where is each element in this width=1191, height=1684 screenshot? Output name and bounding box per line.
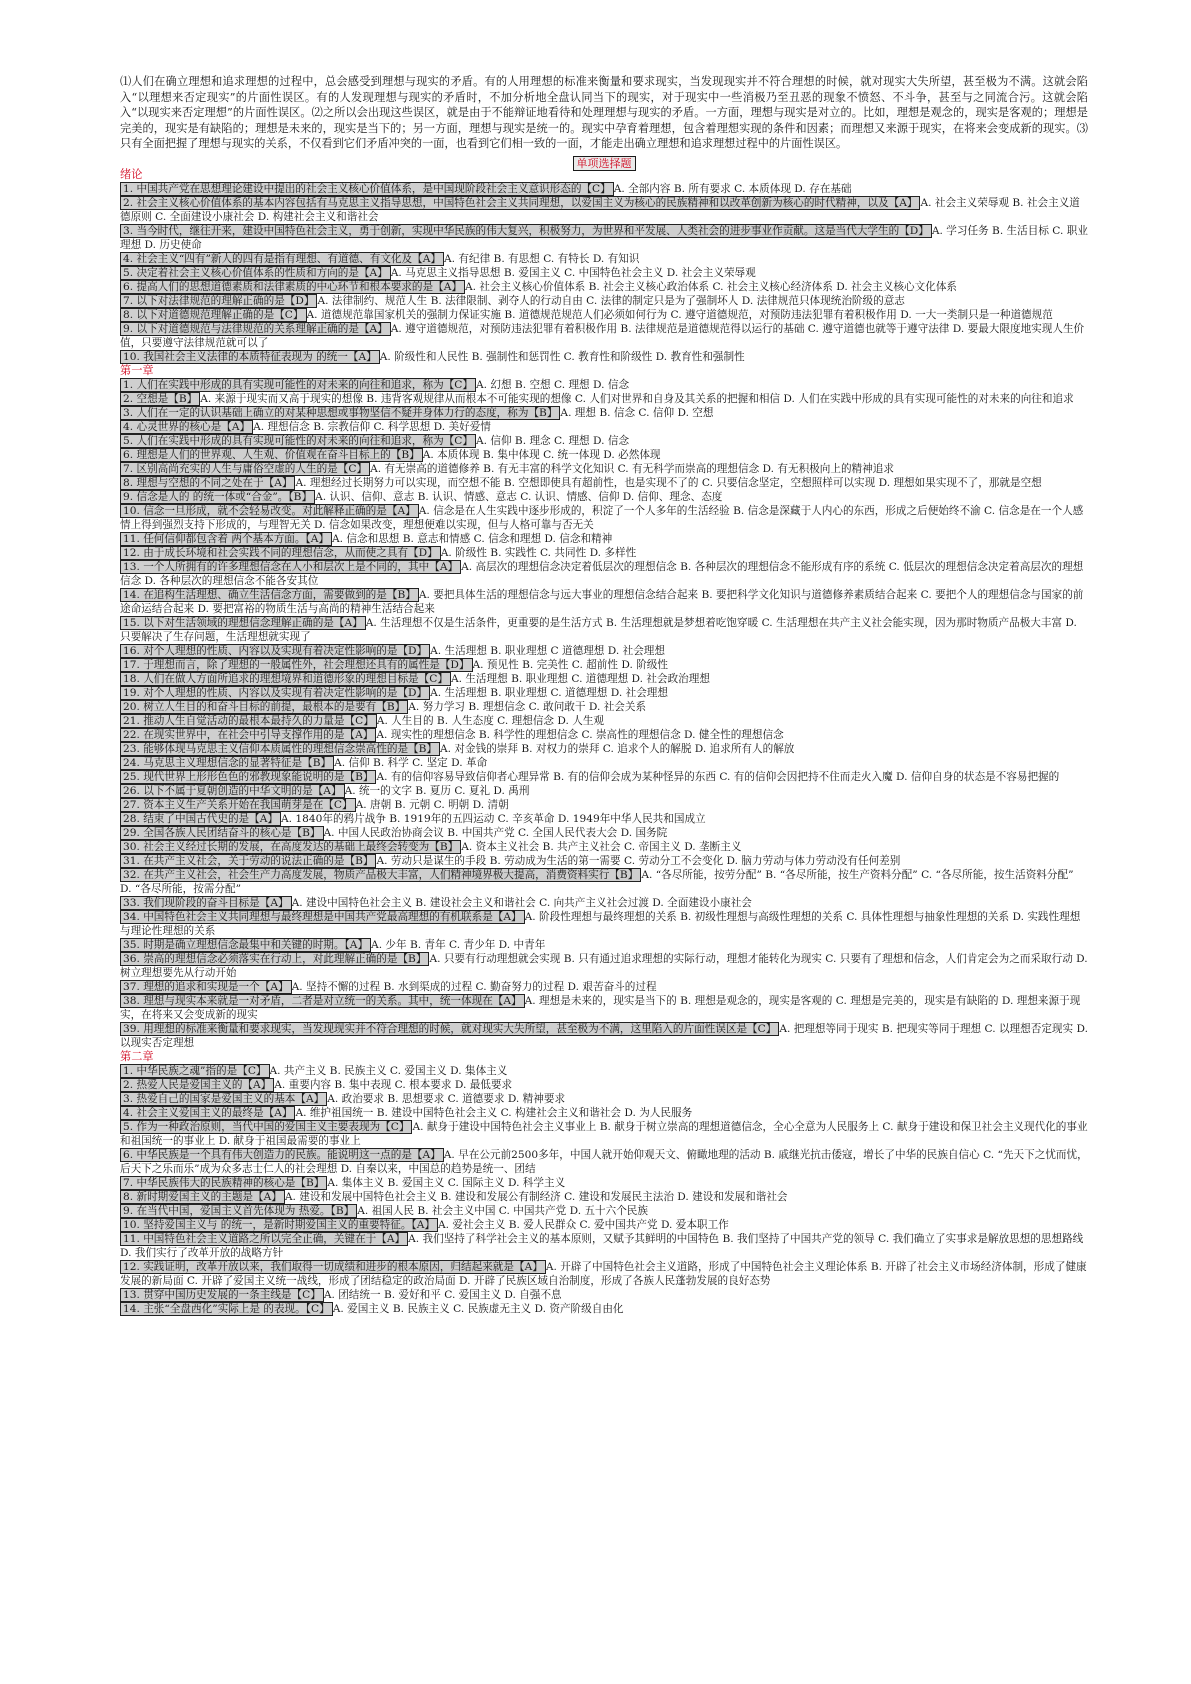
question-item xyxy=(120,994,1088,1022)
answer-options: A. 本质体现 B. 集中体现 C. 统一体现 D. 必然体现 xyxy=(422,448,661,461)
question-stem: 2. 空想是【B】 xyxy=(120,392,200,406)
answer-options: A. 人生目的 B. 人生态度 C. 理想信念 D. 人生观 xyxy=(376,714,605,727)
question-item xyxy=(120,308,1088,322)
question-item xyxy=(120,1204,1088,1218)
document-page xyxy=(120,74,1088,1316)
answer-options: A. 马克思主义指导思想 B. 爱国主义 C. 中国特色社会主义 D. 社会主义荣辱观 xyxy=(390,266,756,279)
question-stem: 10. 信念一旦形成，就不会轻易改变。对此解释正确的是【A】 xyxy=(120,504,419,518)
answer-options: A. 信念是在人生实践中逐步形成的，积淀了一个人多年的生活经验 B. 信念是深藏于人内心的东西，形成之后便始终不渝 C. 信念是在一个人感情上得到强烈支持下形成的，与理智无关 D. 信念如果改变，理想便难以实现，但与人格可靠与否无关 xyxy=(120,504,1084,531)
answer-options: A. 生活理想 B. 职业理想 C. 道德理想 D. 社会理想 xyxy=(430,686,668,699)
question-stem: 8. 新时期爱国主义的主题是【A】 xyxy=(120,1190,285,1204)
answer-options: A. 坚持不懈的过程 B. 水到渠成的过程 C. 勤奋努力的过程 D. 艰苦奋斗的过程 xyxy=(291,980,657,993)
question-item xyxy=(120,770,1088,784)
question-item xyxy=(120,476,1088,490)
question-item xyxy=(120,252,1088,266)
question-item xyxy=(120,196,1088,224)
question-stem: 23. 能够体现马克思主义信仰本质属性的理想信念崇高性的是【B】 xyxy=(120,742,440,756)
single-choice-title: 单项选择题 xyxy=(573,156,636,171)
question-stem: 22. 在现实世界中，在社会中引导支撑作用的是【A】 xyxy=(120,728,376,742)
question-item xyxy=(120,588,1088,616)
answer-options: A. 集体主义 B. 爱国主义 C. 国际主义 D. 科学主义 xyxy=(327,1176,566,1189)
answer-options: A. 把理想等同于现实 B. 把现实等同于理想 C. 以理想否定现实 D. 以现实否定理想 xyxy=(120,1022,1088,1049)
answer-options: A. 建设中国特色社会主义 B. 建设社会主义和谐社会 C. 向共产主义社会过渡 D. 全面建设小康社会 xyxy=(291,896,752,909)
question-stem: 1. 中国共产党在思想理论建设中提出的社会主义核心价值体系，是中国现阶段社会主义意识形态的【C】 xyxy=(120,182,614,196)
answer-options: A. 爱社会主义 B. 爱人民群众 C. 爱中国共产党 D. 爱本职工作 xyxy=(437,1218,729,1231)
question-item xyxy=(120,1260,1088,1288)
question-item xyxy=(120,896,1088,910)
answer-options: A. 信仰 B. 科学 C. 坚定 D. 革命 xyxy=(334,756,488,769)
question-item xyxy=(120,1190,1088,1204)
question-stem: 12. 实践证明，改革开放以来，我们取得一切成绩和进步的根本原因，归结起来就是【A】 xyxy=(120,1260,546,1274)
question-stem: 9. 在当代中国，爱国主义首先体现为 热爱。【B】 xyxy=(120,1204,357,1218)
answer-options: A. 道德规范靠国家机关的强制力保证实施 B. 道德规范规范人们必须如何行为 C. 遵守道德规范，对预防违法犯罪有着积极作用 D. 一大一类制只是一种道德规范 xyxy=(306,308,1053,321)
answer-options: A. 维护祖国统一 B. 建设中国特色社会主义 C. 构建社会主义和谐社会 D. 为人民服务 xyxy=(295,1106,693,1119)
question-item xyxy=(120,1302,1088,1316)
question-stem: 6. 理想是人们的世界观、人生观、价值观在奋斗目标上的【B】 xyxy=(120,448,423,462)
question-stem: 1. 中华民族之魂”指的是【C】 xyxy=(120,1064,270,1078)
answer-options: A. 唐朝 B. 元朝 C. 明朝 D. 清朝 xyxy=(355,798,509,811)
question-item xyxy=(120,714,1088,728)
question-item xyxy=(120,182,1088,196)
question-item xyxy=(120,1120,1088,1148)
answer-options: A. 社会主义荣辱观 B. 社会主义道德原则 C. 全面建设小康社会 D. 构建社会主义和谐社会 xyxy=(120,196,1080,223)
question-stem: 34. 中国特色社会主义共同理想与最终理想是中国共产党最高理想的有机联系是【A】 xyxy=(120,910,525,924)
question-item xyxy=(120,294,1088,308)
answer-options: A. 理想 B. 信念 C. 信仰 D. 空想 xyxy=(560,406,714,419)
answer-options: A. 只要有行动理想就会实现 B. 只有通过追求理想的实际行动，理想才能转化为现实 C. 只要有了理想和信念，人们肯定会为之而采取行动 D. 树立理想要先从行动开始 xyxy=(120,952,1088,979)
question-stem: 7. 中华民族伟大的民族精神的核心是【B】 xyxy=(120,1176,327,1190)
answer-options: A. 共产主义 B. 民族主义 C. 爱国主义 D. 集体主义 xyxy=(269,1064,508,1077)
answer-options: A. 现实性的理想信念 B. 科学性的理想信念 C. 崇高性的理想信念 D. 健全性的理想信念 xyxy=(376,728,784,741)
question-stem: 39. 用理想的标准来衡量和要求现实，当发现现实并不符合理想的时候，就对现实大失所望，甚至极为不满，这里陷入的片面性误区是【C】 xyxy=(120,1022,779,1036)
question-item xyxy=(120,812,1088,826)
question-item xyxy=(120,854,1088,868)
question-item xyxy=(120,1176,1088,1190)
answer-options: A. 少年 B. 青年 C. 青少年 D. 中青年 xyxy=(371,938,546,951)
question-stem: 2. 社会主义核心价值体系的基本内容包括有马克思主义指导思想，中国特色社会主义共同理想，以爱国主义为核心的民族精神和以改革创新为核心的时代精神，以及【A】 xyxy=(120,196,920,210)
answer-options: A. 有的信仰容易导致信仰者心理异常 B. 有的信仰会成为某种怪异的东西 C. 有的信仰会因把持不住而走火入魔 D. 信仰自身的状态是不容易把握的 xyxy=(376,770,1060,783)
question-item xyxy=(120,658,1088,672)
question-stem: 20. 树立人生目的和奋斗目标的前提，最根本的是要有【B】 xyxy=(120,700,408,714)
question-item xyxy=(120,490,1088,504)
question-item xyxy=(120,322,1088,350)
question-item xyxy=(120,910,1088,938)
question-item xyxy=(120,826,1088,840)
answer-options: A. 理想是未来的，现实是当下的 B. 理想是观念的，现实是客观的 C. 理想是完美的，现实是有缺陷的 D. 理想来源于现实，在将来又会变成新的现实 xyxy=(120,994,1081,1021)
answer-options: A. 阶级性和人民性 B. 强制性和惩罚性 C. 教育性和阶级性 D. 教育性和强制性 xyxy=(379,350,745,363)
answer-options: A. 认识、信仰、意志 B. 认识、情感、意志 C. 认识、情感、信仰 D. 信仰、理念、态度 xyxy=(315,490,723,503)
question-stem: 31. 在共产主义社会，关于劳动的说法正确的是【B】 xyxy=(120,854,376,868)
question-stem: 4. 社会主义爱国主义的最终是【A】 xyxy=(120,1106,295,1120)
answer-options: A. 早在公元前2500多年，中国人就开始仰观天文、俯瞰地理的活动 B. 戚继光抗击倭寇，增长了中华的民族自信心 C. “先天下之忧而忧，后天下之乐而乐”成为众多志士仁人的社会理想 D. 自秦以来，中国总的趋势是统一、团结 xyxy=(120,1148,1088,1175)
question-stem: 8. 以下对道德规范理解正确的是【C】 xyxy=(120,308,307,322)
section-heading-single-choice xyxy=(120,152,1088,168)
question-stem: 12. 由于成长环境和社会实践不同的理想信念，从而使之具有【D】 xyxy=(120,546,441,560)
question-stem: 5. 作为一种政治原则，当代中国的爱国主义主要表现为【C】 xyxy=(120,1120,412,1134)
question-item xyxy=(120,420,1088,434)
answer-options: A. 生活理想 B. 职业理想 C. 道德理想 D. 社会政治理想 xyxy=(450,672,710,685)
question-stem: 9. 信念是人的 的统一体或“合金”。【B】 xyxy=(120,490,315,504)
question-item xyxy=(120,1288,1088,1302)
question-item xyxy=(120,1078,1088,1092)
answer-options: A. 理想信念 B. 宗教信仰 C. 科学思想 D. 美好爱情 xyxy=(253,420,491,433)
question-stem: 37. 理想的追求和实现是一个【A】 xyxy=(120,980,292,994)
question-stem: 13. 一个人所拥有的许多理想信念在人小和层次上是不同的，其中【A】 xyxy=(120,560,461,574)
question-item xyxy=(120,546,1088,560)
answer-options: A. 努力学习 B. 理想信念 C. 敢问敢干 D. 社会关系 xyxy=(408,700,647,713)
answer-options: A. 遵守道德规范，对预防违法犯罪有着积极作用 B. 法律规范是道德规范得以运行的基础 C. 遵守道德也就等于遵守法律 D. 要最大限度地实现人生价值，只要遵守法律规范就可以了 xyxy=(120,322,1085,349)
answer-options: A. 全部内容 B. 所有要求 C. 本质体现 D. 存在基础 xyxy=(613,182,852,195)
question-item xyxy=(120,756,1088,770)
question-stem: 11. 中国特色社会主义道路之所以完全正确，关键在于【A】 xyxy=(120,1232,408,1246)
answer-options: A. 爱国主义 B. 民族主义 C. 民族虚无主义 D. 资产阶级自由化 xyxy=(332,1302,624,1315)
question-stem: 5. 人们在实践中形成的具有实现可能性的对未来的向往和追求，称为【C】 xyxy=(120,434,476,448)
answer-options: A. 对金钱的崇拜 B. 对权力的崇拜 C. 追求个人的解脱 D. 追求所有人的解放 xyxy=(440,742,795,755)
answer-options: A. 幻想 B. 空想 C. 理想 D. 信念 xyxy=(475,378,630,391)
question-stem: 33. 我们现阶段的奋斗目标是【A】 xyxy=(120,896,292,910)
answer-options: A. 来源于现实而又高于现实的想像 B. 违背客观规律从而根本不可能实现的想像 C. 人们对世界和自身及其关系的把握和相信 D. 人们在实践中形成的具有实现可能性的对未来的向往和追求 xyxy=(200,392,1074,405)
question-item xyxy=(120,728,1088,742)
question-stem: 7. 以下对法律规范的理解正确的是【D】 xyxy=(120,294,317,308)
question-stem: 9. 以下对道德规范与法律规范的关系理解正确的是【A】 xyxy=(120,322,391,336)
question-stem: 30. 社会主义经过长期的发展，在高度发达的基础上最终会转变为【B】 xyxy=(120,840,461,854)
question-item xyxy=(120,952,1088,980)
question-item xyxy=(120,868,1088,896)
question-stem: 28. 结束了中国古代史的是【A】 xyxy=(120,812,281,826)
answer-options: A. 1840年的鸦片战争 B. 1919年的五四运动 C. 辛亥革命 D. 1949年中华人民共和国成立 xyxy=(281,812,706,825)
question-item xyxy=(120,560,1088,588)
answer-options: A. 资本主义社会 B. 共产主义社会 C. 帝国主义 D. 垄断主义 xyxy=(461,840,742,853)
question-item xyxy=(120,980,1088,994)
question-item xyxy=(120,532,1088,546)
question-item xyxy=(120,280,1088,294)
question-item xyxy=(120,378,1088,392)
question-item xyxy=(120,938,1088,952)
answer-options: A. 我们坚持了科学社会主义的基本原则，又赋予其鲜明的中国特色 B. 我们坚持了中国共产党的领导 C. 我们确立了实事求是解放思想的思想路线 D. 我们实行了改革开放的战略方针 xyxy=(120,1232,1084,1259)
answer-options: A. 祖国人民 B. 社会主义中国 C. 中国共产党 D. 五十六个民族 xyxy=(357,1204,648,1217)
question-stem: 8. 理想与空想的不同之处在于【A】 xyxy=(120,476,295,490)
question-item xyxy=(120,462,1088,476)
answer-options: A. 重要内容 B. 集中表现 C. 根本要求 D. 最低要求 xyxy=(274,1078,513,1091)
intro-paragraph: ⑴人们在确立理想和追求理想的过程中，总会感受到理想与现实的矛盾。有的人用理想的标准来衡量和要求现实，当发现现实并不符合理想的时候，就对现实大失所望，甚至极为不满。这就会陷入“以理想来否定现实”的片面性误区。有的人发现理想与现实的矛盾时，不加分析地全盘认同当下的现实，对于现实中一些消极乃至丑恶的现象不愤怒、不斗争，甚至与之同流合污。这就会陷入“以现实来否定理想”的片面性误区。⑵之所以会出现这些误区，就是由于不能辩证地看待和处理理想与现实的矛盾。一方面，理想与现实是对立的。比如，理想是观念的，现实是客观的；理想是完美的，现实是有缺陷的；理想是未来的，现实是当下的；另一方面，理想与现实是统一的。现实中孕育着理想，包含着理想实现的条件和因素；而理想又来源于现实，在将来会变成新的现实。⑶只有全面把握了理想与现实的关系，不仅看到它们矛盾冲突的一面，也看到它们相一致的一面，才能走出确立理想和追求理想过程中的片面性误区。 xyxy=(120,75,1088,150)
question-stem: 14. 主张“全盘西化”实际上是 的表现。【C】 xyxy=(120,1302,333,1316)
answer-options: A. 生活理想 B. 职业理想 C 道德理想 D. 社会理想 xyxy=(430,644,665,657)
question-item xyxy=(120,742,1088,756)
question-item xyxy=(120,644,1088,658)
question-item xyxy=(120,448,1088,462)
question-item xyxy=(120,1106,1088,1120)
answer-options: A. 中国人民政治协商会议 B. 中国共产党 C. 全国人民代表大会 D. 国务院 xyxy=(323,826,668,839)
question-stem: 27. 资本主义生产关系开始在我国萌芽是在【C】 xyxy=(120,798,356,812)
question-item xyxy=(120,1218,1088,1232)
question-stem: 7. 区别高尚充实的人生与庸俗空虚的人生的是【C】 xyxy=(120,462,370,476)
question-stem: 18. 人们在做人方面所追求的理想境界和道德形象的理想目标是【C】 xyxy=(120,672,451,686)
question-item xyxy=(120,1092,1088,1106)
answer-options: A. 开辟了中国特色社会主义道路，形成了中国特色社会主义理论体系 B. 开辟了社会主义市场经济体制，形成了健康发展的新局面 C. 开辟了爱国主义统一战线，形成了团结稳定的政治局面 D. 开辟了民族区域自治制度，形成了各族人民蓬勃发展的良好态势 xyxy=(120,1260,1087,1287)
chapter-heading: 绪论 xyxy=(120,167,143,181)
answer-options: A. 有无崇高的道德修养 B. 有无丰富的科学文化知识 C. 有无科学而崇高的理想信念 D. 有无积极向上的精神追求 xyxy=(370,462,894,475)
question-stem: 26. 以下不属于夏朝创造的中华文明的是【A】 xyxy=(120,784,345,798)
question-item xyxy=(120,840,1088,854)
question-stem: 5. 决定着社会主义核心价值体系的性质和方向的是【A】 xyxy=(120,266,391,280)
question-stem: 32. 在共产主义社会，社会生产力高度发展，物质产品极大丰富，人们精神境界极大提高，消费资料实行【B】 xyxy=(120,868,641,882)
question-stem: 13. 贯穿中国历史发展的一条主线是【C】 xyxy=(120,1288,324,1302)
chapter-heading: 第二章 xyxy=(120,1049,154,1063)
question-item xyxy=(120,686,1088,700)
question-item xyxy=(120,224,1088,252)
question-stem: 38. 理想与现实本来就是一对矛盾，二者是对立统一的关系。其中，统一体现在【A】 xyxy=(120,994,525,1008)
question-stem: 35. 时期是确立理想信念最集中和关键的时期。【A】 xyxy=(120,938,371,952)
question-stem: 6. 中华民族是一个具有伟大创造力的民族。能说明这一点的是【A】 xyxy=(120,1148,444,1162)
question-item xyxy=(120,392,1088,406)
answer-options: A. 生活理想不仅是生活条件，更重要的是生活方式 B. 生活理想就是梦想着吃饱穿暖 C. 生活理想在共产主义社会能实现，因为那时物质产品极大丰富 D. 只要解决了生存问题，生活理想就实现了 xyxy=(120,616,1077,643)
chapter-heading: 第一章 xyxy=(120,363,154,377)
question-stem: 3. 当今时代，继往开来，建设中国特色社会主义，勇于创新，实现中华民族的伟大复兴，积极努力，为世界和平发展、人类社会的进步事业作贡献。这是当代大学生的【D】 xyxy=(120,224,932,238)
answer-options: A. 高层次的理想信念决定着低层次的理想信念 B. 各种层次的理想信念不能形成有序的系统 C. 低层次的理想信念决定着高层次的理想信念 D. 各种层次的理想信念不能各安其位 xyxy=(120,560,1084,587)
question-stem: 21. 推动人生自觉活动的最根本最持久的力量是【C】 xyxy=(120,714,377,728)
question-item xyxy=(120,266,1088,280)
question-stem: 14. 在追构生活理想、确立生活信念方面，需要做到的是【B】 xyxy=(120,588,419,602)
answer-options: A. 政治要求 B. 思想要求 C. 道德要求 D. 精神要求 xyxy=(327,1092,566,1105)
answer-options: A. 统一的文字 B. 夏历 C. 夏礼 D. 禹刑 xyxy=(344,784,530,797)
answer-options: A. 学习任务 B. 生活目标 C. 职业理想 D. 历史使命 xyxy=(120,224,1088,251)
question-item xyxy=(120,350,1088,364)
answer-options: A. 理想经过长期努力可以实现，而空想不能 B. 空想即使具有超前性，也是实现不了的 C. 只要信念坚定，空想照样可以实现 D. 理想如果实现不了，那就是空想 xyxy=(295,476,1042,489)
answer-options: A. 劳动只是谋生的手段 B. 劳动成为生活的第一需要 C. 劳动分工不会变化 D. 脑力劳动与体力劳动没有任何差别 xyxy=(376,854,901,867)
answer-options: A. 预见性 B. 完美性 C. 超前性 D. 阶级性 xyxy=(472,658,668,671)
question-stem: 25. 现代世界上形形色色的邪教现象能说明的是【B】 xyxy=(120,770,376,784)
question-stem: 11. 任何信仰都包含着 两个基本方面。【A】 xyxy=(120,532,332,546)
question-item xyxy=(120,616,1088,644)
question-stem: 4. 社会主义“四有”新人的四有是指有理想、有道德、有文化及【A】 xyxy=(120,252,444,266)
answer-options: A. 法律制约、规范人生 B. 法律限制、剥夺人的行动自由 C. 法律的制定只是为了强制坏人 D. 法律规范只体现统治阶级的意志 xyxy=(317,294,905,307)
answer-options: A. 建设和发展中国特色社会主义 B. 建设和发展公有制经济 C. 建设和发展民主法治 D. 建设和发展和谐社会 xyxy=(284,1190,788,1203)
answer-options: A. 有纪律 B. 有思想 C. 有特长 D. 有知识 xyxy=(444,252,640,265)
answer-options: A. 献身于建设中国特色社会主义事业上 B. 献身于树立崇高的理想道德信念，全心全意为人民服务上 C. 献身于建设和保卫社会主义现代化的事业和祖国统一的事业上 D. 献身于祖国最需要的事业上 xyxy=(120,1120,1088,1147)
question-item xyxy=(120,700,1088,714)
question-stem: 16. 对个人理想的性质、内容以及实现有着决定性影响的是【D】 xyxy=(120,644,430,658)
question-stem: 4. 心灵世界的核心是【A】 xyxy=(120,420,253,434)
question-stem: 6. 提高人们的思想道德素质和法律素质的中心环节和根本要求的是【A】 xyxy=(120,280,465,294)
question-stem: 2. 热爱人民是爱国主义的【A】 xyxy=(120,1078,274,1092)
answer-options: A. 阶级性 B. 实践性 C. 共同性 D. 多样性 xyxy=(440,546,637,559)
question-item xyxy=(120,434,1088,448)
question-item xyxy=(120,798,1088,812)
question-stem: 10. 我国社会主义法律的本质特征表现为 的统一【A】 xyxy=(120,350,380,364)
question-item xyxy=(120,1232,1088,1260)
question-stem: 10. 坚持爱国主义与 的统一，是新时期爱国主义的重要特征。【A】 xyxy=(120,1218,438,1232)
answer-options: A. 阶段性理想与最终理想的关系 B. 初级性理想与高级性理想的关系 C. 具体性理想与抽象性理想的关系 D. 实践性理想与理论性理想的关系 xyxy=(120,910,1081,937)
answer-options: A. 信仰 B. 理念 C. 理想 D. 信念 xyxy=(475,434,630,447)
question-item xyxy=(120,1022,1088,1050)
answer-options: A. 信念和思想 B. 意志和情感 C. 信念和理想 D. 信念和精神 xyxy=(332,532,613,545)
question-stem: 15. 以下对生活领域的理想信念理解正确的是【A】 xyxy=(120,616,366,630)
answer-options: A. 社会主义核心价值体系 B. 社会主义核心政治体系 C. 社会主义核心经济体系 D. 社会主义核心文化体系 xyxy=(464,280,958,293)
question-stem: 17. 于理想而言，除了理想的一般属性外，社会理想还具有的属性是【D】 xyxy=(120,658,473,672)
question-item xyxy=(120,1148,1088,1176)
question-stem: 24. 马克思主义理想信念的显著特征是【B】 xyxy=(120,756,334,770)
question-item xyxy=(120,504,1088,532)
question-stem: 3. 热爱自己的国家是爱国主义的基本【A】 xyxy=(120,1092,327,1106)
question-stem: 36. 崇高的理想信念必须落实在行动上，对此理解正确的是【B】 xyxy=(120,952,429,966)
question-item xyxy=(120,406,1088,420)
question-stem: 29. 全国各族人民团结奋斗的核心是【B】 xyxy=(120,826,324,840)
question-item xyxy=(120,672,1088,686)
question-item xyxy=(120,784,1088,798)
answer-options: A. 团结统一 B. 爱好和平 C. 爱国主义 D. 自强不息 xyxy=(323,1288,562,1301)
question-stem: 19. 对个人理想的性质、内容以及实现有着决定性影响的是【D】 xyxy=(120,686,430,700)
answer-options: A. “各尽所能，按劳分配” B. “各尽所能，按生产资料分配” C. “各尽所能，按生活资料分配” D. “各尽所能，按需分配” xyxy=(120,868,1074,895)
question-stem: 3. 人们在一定的认识基础上确立的对某种思想或事物坚信不疑并身体力行的态度，称为【B】 xyxy=(120,406,560,420)
question-list xyxy=(120,168,1088,1316)
answer-options: A. 要把具体生活的理想信念与远大事业的理想信念结合起来 B. 要把科学文化知识与道德修养素质结合起来 C. 要把个人的理想信念与国家的前途命运结合起来 D. 要把富裕的物质生活与高尚的精神生活结合起来 xyxy=(120,588,1084,615)
question-stem: 1. 人们在实践中形成的具有实现可能性的对未来的向往和追求，称为【C】 xyxy=(120,378,476,392)
question-item xyxy=(120,1064,1088,1078)
